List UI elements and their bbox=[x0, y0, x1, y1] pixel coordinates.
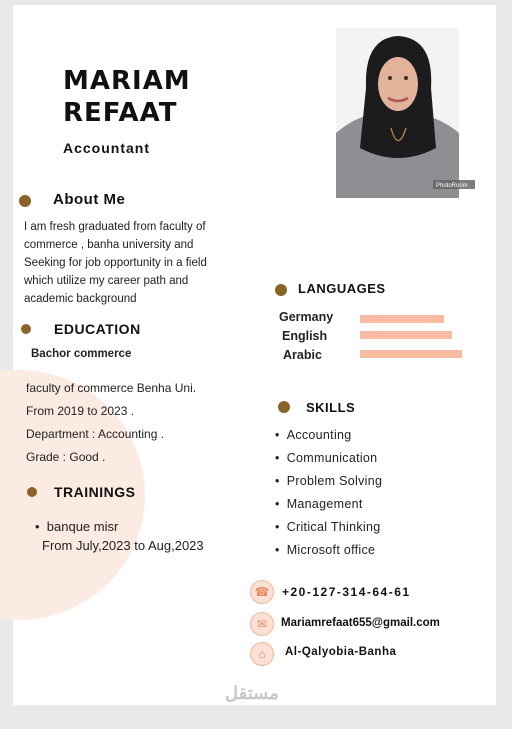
cv-page bbox=[13, 5, 496, 705]
language-row bbox=[278, 347, 478, 366]
education-details bbox=[26, 377, 196, 469]
email-icon: ✉ bbox=[250, 612, 274, 636]
skills-heading: SKILLS bbox=[306, 400, 356, 415]
contact-phone: +20-127-314-64-61 bbox=[282, 585, 411, 599]
about-bullet-icon bbox=[19, 195, 31, 207]
full-name bbox=[63, 65, 191, 129]
about-line: commerce , banha university and bbox=[24, 239, 194, 251]
languages-bullet-icon bbox=[275, 284, 287, 296]
home-icon: ⌂ bbox=[250, 642, 274, 666]
languages-heading: LANGUAGES bbox=[298, 281, 386, 296]
profile-photo bbox=[336, 28, 468, 198]
education-heading: EDUCATION bbox=[54, 321, 141, 337]
education-line: Department : Accounting . bbox=[26, 427, 165, 441]
language-name: English bbox=[282, 329, 328, 343]
first-name: MARIAM bbox=[63, 66, 191, 96]
language-level-bar bbox=[360, 331, 452, 339]
trainings-heading: TRAININGS bbox=[54, 484, 136, 500]
education-line: faculty of commerce Benha Uni. bbox=[26, 381, 197, 395]
last-name: REFAAT bbox=[63, 98, 178, 128]
education-line: Grade : Good . bbox=[26, 450, 106, 464]
skill-item: • Problem Solving bbox=[275, 474, 382, 497]
language-level-bar bbox=[360, 315, 444, 323]
skill-item: • Communication bbox=[275, 451, 382, 474]
phone-icon: ☎ bbox=[250, 580, 274, 604]
about-line: I am fresh graduated from faculty of bbox=[24, 221, 206, 233]
about-text bbox=[24, 218, 244, 308]
contact-email: Mariamrefaat655@gmail.com bbox=[281, 617, 440, 629]
list-bullet: • bbox=[35, 519, 47, 534]
skill-item: • Accounting bbox=[275, 428, 382, 451]
about-line: academic background bbox=[24, 293, 137, 305]
education-bullet-icon bbox=[21, 324, 31, 334]
site-watermark: مستقل bbox=[225, 683, 279, 703]
skill-item: • Microsoft office bbox=[275, 543, 382, 566]
education-line: From 2019 to 2023 . bbox=[26, 404, 135, 418]
photoroom-badge: PhotoRoom bbox=[436, 183, 468, 189]
contact-address: Al-Qalyobia-Banha bbox=[285, 646, 397, 658]
skills-list bbox=[275, 428, 382, 566]
education-degree: Bachor commerce bbox=[31, 348, 132, 360]
training-name: banque misr bbox=[46, 519, 119, 534]
language-name: Arabic bbox=[283, 348, 322, 362]
language-row bbox=[278, 328, 478, 347]
language-row bbox=[278, 309, 478, 328]
skill-item: • Management bbox=[275, 497, 382, 520]
about-heading: About Me bbox=[53, 191, 126, 208]
training-item bbox=[35, 519, 118, 534]
about-line: Seeking for job opportunity in a field bbox=[24, 257, 207, 269]
portrait-image bbox=[336, 28, 468, 198]
job-title: Accountant bbox=[63, 140, 150, 156]
language-name: Germany bbox=[279, 310, 334, 324]
training-period: From July,2023 to Aug,2023 bbox=[42, 538, 204, 553]
skill-item: • Critical Thinking bbox=[275, 520, 382, 543]
about-line: which utilize my career path and bbox=[24, 275, 189, 287]
skills-bullet-icon bbox=[278, 401, 290, 413]
language-level-bar bbox=[360, 350, 462, 358]
languages-list bbox=[278, 309, 478, 366]
trainings-bullet-icon bbox=[27, 487, 37, 497]
